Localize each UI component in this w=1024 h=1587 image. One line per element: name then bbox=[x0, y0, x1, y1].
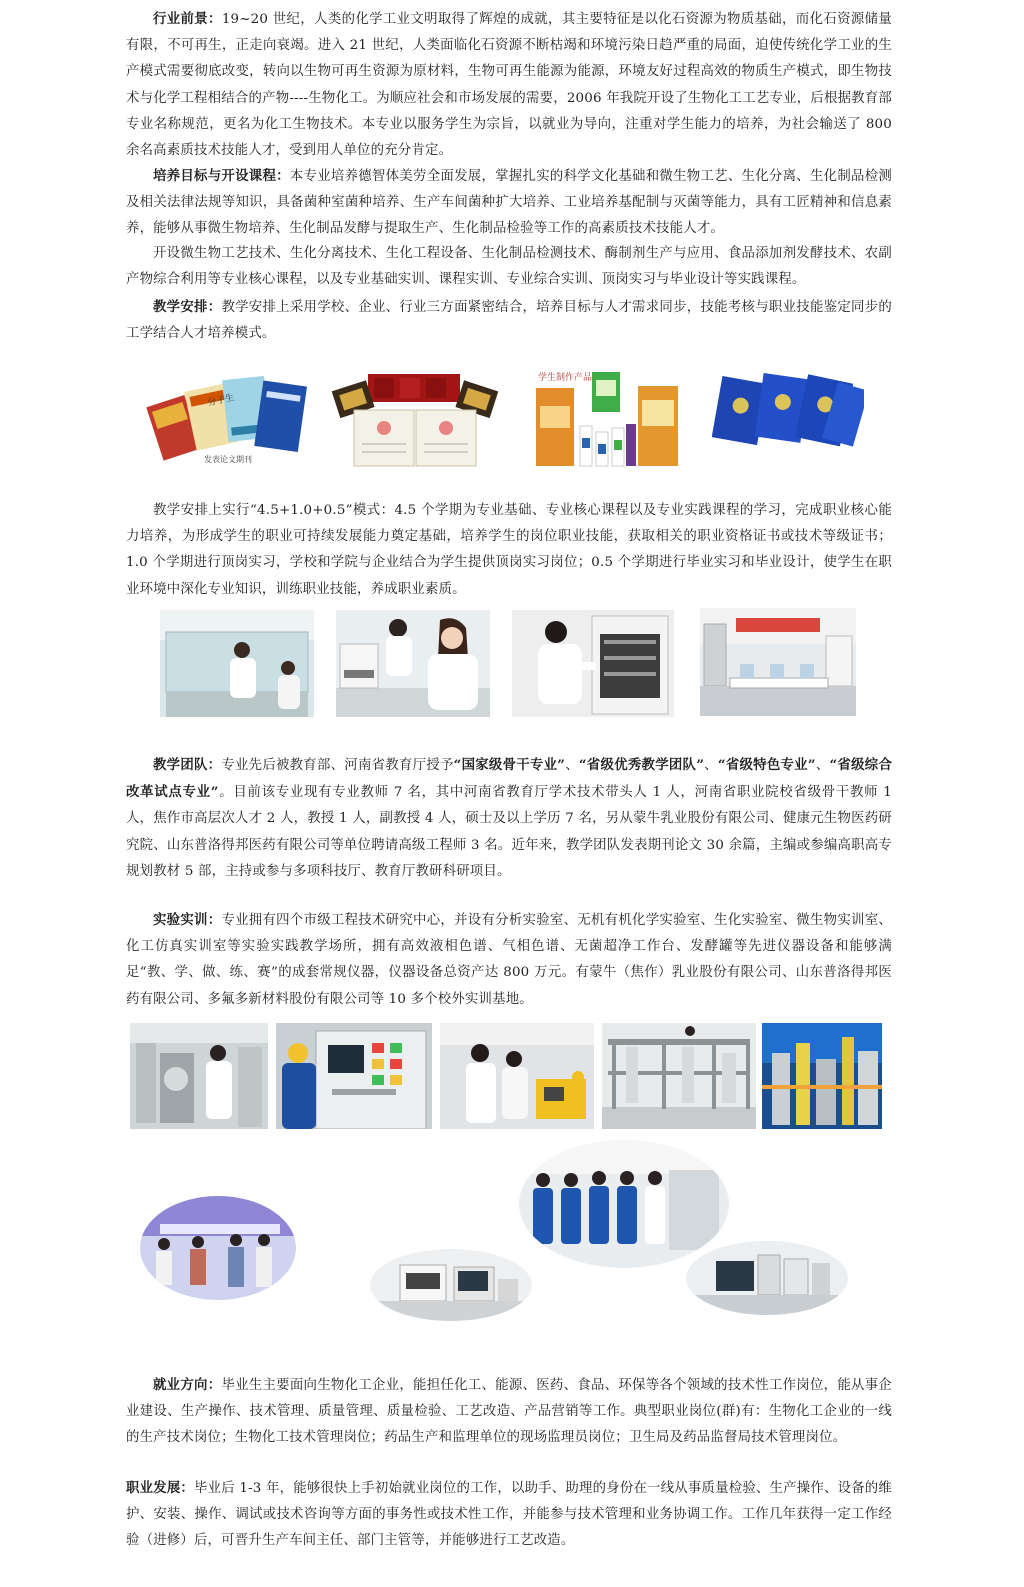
teaching-arrangement-text: 教学安排上采用学校、企业、行业三方面紧密结合，培养目标与人才需求同步，技能考核与职业技能鉴定同步的工学结合人才培养模式。 bbox=[126, 300, 893, 342]
lab-incubator-photo bbox=[512, 610, 674, 717]
lab-training-lead: 实验实训： bbox=[153, 912, 222, 928]
teaching-team-paragraph bbox=[126, 752, 892, 885]
instrument-lab-photo bbox=[370, 1249, 532, 1321]
outdoor-plant-photo bbox=[762, 1023, 882, 1129]
career-lead: 职业发展： bbox=[126, 1480, 195, 1496]
student-products-label: 学生制作产品 bbox=[538, 373, 593, 383]
industry-outlook-lead: 行业前景： bbox=[153, 11, 222, 27]
employment-lead: 就业方向： bbox=[153, 1377, 222, 1393]
lab-training-text: 专业拥有四个市级工程技术研究中心，并设有分析实验室、无机有机化学实验室、生化实验室、微生物实训室、化工仿真实训室等实验实践教学场所，拥有高效液相色谱、气相色谱、无菌超净工作台、发酵罐等先进仪器设备和能够满足“教、学、做、练、赛”的成套常规仪器，仪器设备总资产达 800 万元。有蒙牛（焦作）乳业股份有限公司、山东普洛得邦医药有限公司、多氟多新材料股份有限公司等 10 多个校外实训基地。 bbox=[126, 913, 893, 1007]
courses-paragraph bbox=[126, 241, 892, 293]
control-panel-photo bbox=[276, 1023, 432, 1129]
student-products-photo bbox=[530, 366, 686, 474]
provincial-feature-award: “省级特色专业” bbox=[717, 757, 816, 773]
lab-balance-photo bbox=[336, 610, 490, 717]
model-paragraph bbox=[126, 498, 892, 603]
provincial-team-award: “省级优秀教学团队” bbox=[578, 757, 705, 773]
separator: 、 bbox=[704, 758, 718, 773]
training-lab-room-photo bbox=[700, 608, 856, 716]
teaching-team-text-b: 。目前该专业现有专业教师 7 名，其中河南省教育厅学术技术带头人 1 人，河南省职业院校省级骨干教师 1 人，焦作市高层次人才 2 人，教授 1 人，副教授 4 人，硕士及以上学历 7 名，另从蒙牛乳业股份有限公司、健康元生物医药研究院、山东普洛得邦医药有限公司等单位聘请高级工程师 3 名。近年来，教学团队发表期刊论文 30 余篇，主编或参编高职高专规划教材 5 部，主持或参与多项科技厅、教育厅教研科研项目。 bbox=[126, 785, 892, 879]
training-goals-lead: 培养目标与开设课程： bbox=[153, 168, 290, 184]
training-goals-text: 本专业培养德智体美劳全面发展，掌握扎实的科学文化基础和微生物工艺、生化分离、生化制品检测及相关法律法规等知识，具备菌种室菌种培养、生产车间菌种扩大培养、工业培养基配制与灭菌等能力，具有工匠精神和信息素养，能够从事微生物培养、生化制品发酵与提取生产、生化制品检验等工作的高素质技术技能人才。 bbox=[126, 169, 893, 237]
journal-cover-label: 分子生 bbox=[206, 393, 236, 409]
courses-text: 开设微生物工艺技术、生化分离技术、生化工程设备、生化制品检测技术、酶制剂生产与应用、食品添加剂发酵技术、农副产物综合利用等专业核心课程，以及专业基础实训、课程实训、专业综合实训、顶岗实习与毕业设计等实践课程。 bbox=[126, 246, 892, 288]
teaching-arrangement-paragraph bbox=[126, 294, 892, 347]
pilot-plant-photo bbox=[602, 1023, 756, 1129]
journals-caption: 发表论文期刊 bbox=[204, 455, 252, 464]
factory-equipment-photo bbox=[130, 1023, 268, 1129]
industry-outlook-text: 19~20 世纪，人类的化学工业文明取得了辉煌的成就，其主要特征是以化石资源为物质基础，而化石资源储量有限，不可再生，正走向衰竭。进入 21 世纪，人类面临化石资源不断枯竭和环境污染日趋严重的局面，迫使传统化学工业的生产模式需要彻底改变，转向以生物可再生资源为原材料，生物可再生能源为能源，环境友好过程高效的物质生产模式，即生物技术与化学工程相结合的产物----生物化工。为顺应社会和市场发展的需要，2006 年我院开设了生物化工工艺专业，后根据教育部专业名称规范，更名为化工生物技术。本专业以服务学生为宗旨，以就业为导向，注重对学生能力的培养，为社会输送了 800 余名高素质技术技能人才，受到用人单位的充分肯定。 bbox=[126, 12, 892, 159]
separator: 、 bbox=[565, 758, 579, 773]
journals-photo bbox=[146, 366, 314, 474]
analysis-instruments-photo bbox=[686, 1241, 848, 1315]
teaching-team-lead: 教学团队： bbox=[153, 757, 222, 773]
employment-text: 毕业生主要面向生物化工企业，能担任化工、能源、医药、食品、环保等各个领域的技术性工作岗位，能从事企业建设、生产操作、技术管理、质量管理、质量检验、工艺改造、产品营销等工作。典型职业岗位(群)有：生物化工企业的一线的生产技术岗位；生物化工技术管理岗位；药品生产和监理单位的现场监理员岗位；卫生局及药品监督局技术管理岗位。 bbox=[126, 1378, 893, 1446]
national-backbone-award: “国家级骨干专业” bbox=[453, 757, 566, 773]
teaching-arrangement-lead: 教学安排： bbox=[153, 299, 222, 315]
lab-training-paragraph bbox=[126, 907, 892, 1013]
separator: 、 bbox=[815, 758, 830, 773]
certificates-photo bbox=[330, 366, 498, 474]
teaching-team-text-a: 专业先后被教育部、河南省教育厅授予 bbox=[221, 758, 454, 773]
visit-exhibition-photo bbox=[140, 1196, 296, 1300]
students-lab-photo bbox=[519, 1140, 729, 1268]
model-text: 教学安排上实行“4.5+1.0+0.5”模式：4.5 个学期为专业基础、专业核心课程以及专业实践课程的学习，完成职业核心能力培养，为形成学生的职业可持续发展能力奠定基础，培养学生的岗位职业技能，获取相关的职业资格证书或技术等级证书；1.0 个学期进行顶岗实习，学校和学院与企业结合为学生提供顶岗实习岗位；0.5 个学期进行毕业实习和毕业设计，使学生在职业环境中深化专业知识，训练职业技能，养成职业素质。 bbox=[126, 503, 892, 597]
provincial-reform-award: “省级综合改革试点专业” bbox=[126, 757, 893, 801]
employment-paragraph bbox=[126, 1372, 892, 1452]
qualification-certificates-photo bbox=[712, 370, 864, 460]
career-text: 毕业后 1-3 年，能够很快上手初始就业岗位的工作，以助手、助理的身份在一线从事质量检验、生产操作、设备的维护、安装、操作、调试或技术咨询等方面的事务性或技术性工作，并能参与技术管理和业务协调工作。工作几年获得一定工作经验（进修）后，可晋升生产车间主任、部门主管等，并能够进行工艺改造。 bbox=[126, 1481, 892, 1549]
industry-outlook-paragraph bbox=[126, 6, 892, 164]
lab-hood-photo bbox=[160, 610, 314, 717]
career-paragraph bbox=[126, 1475, 892, 1555]
machine-training-photo bbox=[440, 1023, 594, 1129]
training-goals-paragraph bbox=[126, 163, 892, 243]
